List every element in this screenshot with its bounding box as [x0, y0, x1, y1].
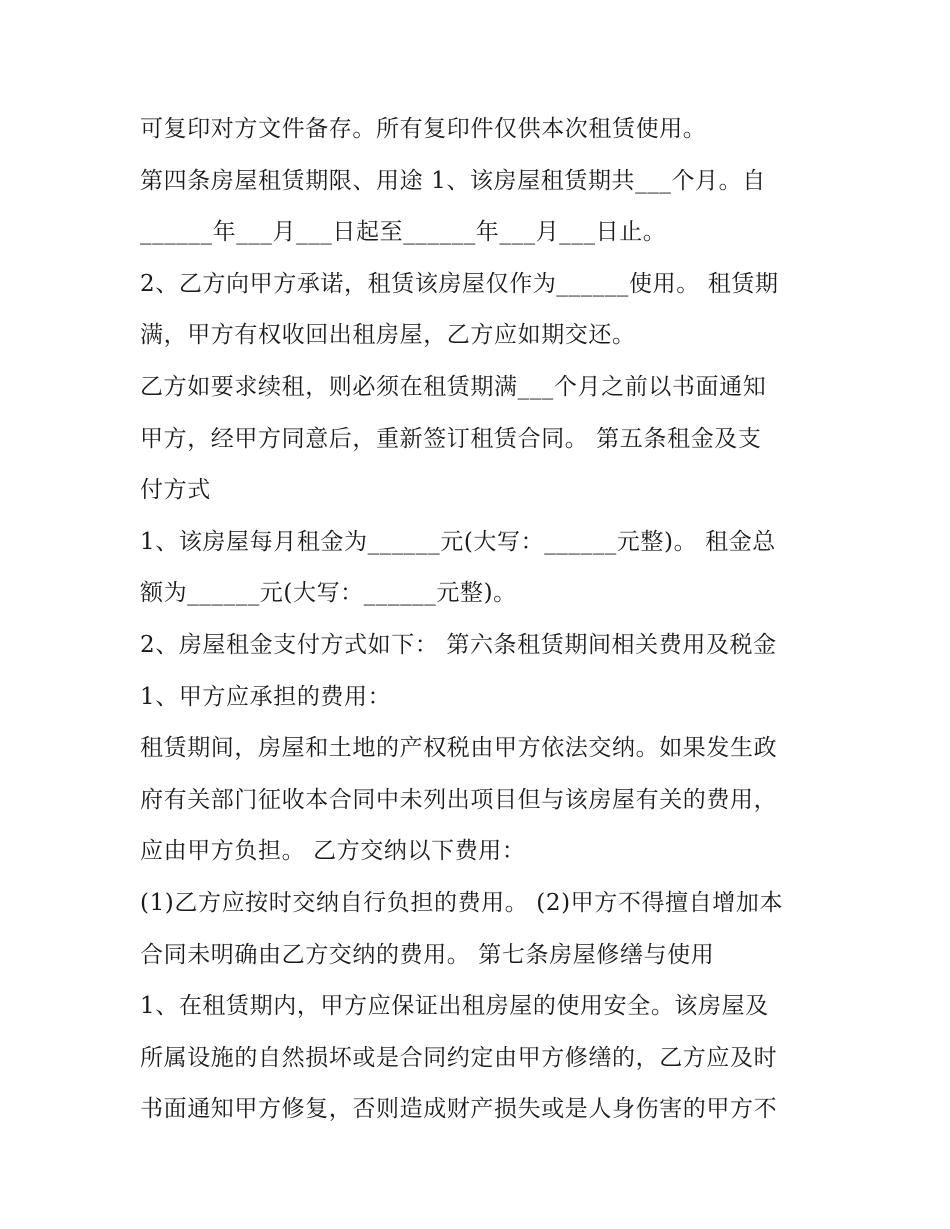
text-line: 2、乙方向甲方承诺，租赁该房屋仅作为______使用。 租赁期	[140, 270, 779, 297]
text-line: 1、该房屋每月租金为______元(大写：______元整)。 租金总	[140, 528, 776, 555]
text-line: 满，甲方有权收回出租房屋，乙方应如期交还。	[140, 322, 636, 349]
text-line: 第四条房屋租赁期限、用途 1、该房屋租赁期共___个月。自	[140, 167, 766, 194]
text-line: 书面通知甲方修复，否则造成财产损失或是人身伤害的甲方不	[140, 1096, 778, 1123]
text-line: 额为______元(大写：______元整)。	[140, 580, 517, 607]
document-body	[140, 104, 820, 1136]
text-line: 租赁期间，房屋和土地的产权税由甲方依法交纳。如果发生政	[140, 735, 778, 762]
text-line: 所属设施的自然损坏或是合同约定由甲方修缮的，乙方应及时	[140, 1044, 778, 1071]
text-line: 应由甲方负担。 乙方交纳以下费用：	[140, 838, 526, 865]
text-line: 乙方如要求续租，则必须在租赁期满___个月之前以书面通知	[140, 373, 767, 400]
text-line: 付方式	[140, 477, 211, 504]
text-line: (1)乙方应按时交纳自行负担的费用。 (2)甲方不得擅自增加本	[140, 889, 784, 916]
text-line: 1、在租赁期内，甲方应保证出租房屋的使用安全。该房屋及	[140, 993, 769, 1020]
text-line: 2、房屋租金支付方式如下： 第六条租赁期间相关费用及税金	[140, 631, 777, 658]
text-line: ______年___月___日起至______年___月___日止。	[140, 219, 667, 246]
text-line: 1、甲方应承担的费用：	[140, 683, 392, 710]
text-line: 府有关部门征收本合同中未列出项目但与该房屋有关的费用，	[140, 786, 778, 813]
text-line: 合同未明确由乙方交纳的费用。 第七条房屋修缮与使用	[140, 941, 715, 968]
text-line: 可复印对方文件备存。所有复印件仅供本次租赁使用。	[140, 116, 707, 142]
text-line: 甲方，经甲方同意后，重新签订租赁合同。 第五条租金及支	[140, 425, 762, 452]
